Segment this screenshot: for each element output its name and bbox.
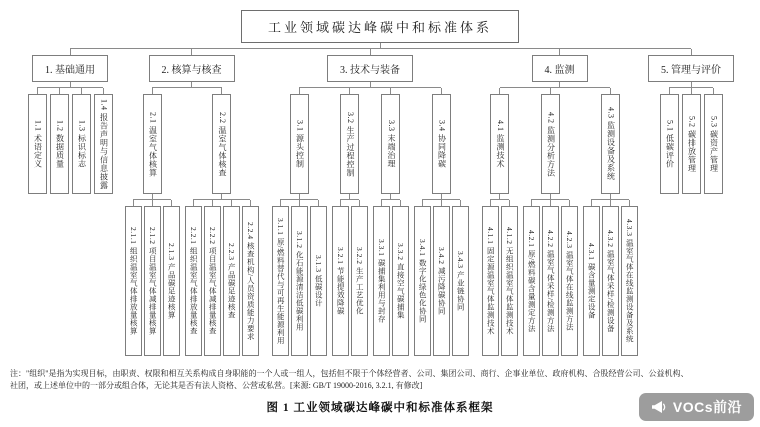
standard-item-node [658, 88, 680, 194]
standard-item-box: 3.3.1 碳捕集利用与封存 [373, 206, 390, 356]
standard-item-box: 4.3.1 碳含量测定设备 [583, 206, 600, 356]
category-box: 4. 监测 [532, 55, 588, 82]
note-line1: 注："组织"是指为实现目标，由职责、权限和相互关系构成自身职能的一个人或一组人，包括但不限于个体经营者、公司、集团公司、商行、企事业单位、政府机构、合股经营公司、公益机构、 [10, 369, 689, 378]
standard-item-node [309, 200, 328, 356]
standard-item-node [451, 200, 470, 356]
megaphone-icon [651, 399, 667, 415]
category-node [118, 49, 265, 356]
note-text [10, 368, 750, 393]
standard-item-box: 2.2.4 核查机构/人员资质能力要求 [242, 206, 259, 356]
standard-item-node [70, 88, 92, 194]
standard-item-node [560, 200, 579, 356]
standard-item-node [222, 200, 241, 356]
standard-item-box: 5.3 碳资产管理 [704, 94, 723, 194]
children-row [269, 88, 471, 356]
category-box: 2. 核算与核查 [149, 55, 235, 82]
standard-item-box: 2.1.1 组织温室气体排放量核算 [125, 206, 142, 356]
standard-item-box: 3.4.1 数字化绿色化协同 [414, 206, 431, 356]
standard-item-box: 3.3.2 直接空气碳捕集 [392, 206, 409, 356]
standard-item-box: 4.3.3 温室气体在线监测设备及系统 [621, 206, 638, 356]
category-node [475, 49, 644, 356]
standard-item-box: 3.2 生产过程控制 [340, 94, 359, 194]
standard-item-node [48, 88, 70, 194]
children-row [124, 200, 181, 356]
standard-item-box: 4.1 监测技术 [490, 94, 509, 194]
standard-item-box: 5.2 碳排放管理 [682, 94, 701, 194]
standard-item-node [331, 200, 350, 356]
standard-item-node [702, 88, 724, 194]
standard-item-box: 2.1 温室气体核算 [143, 94, 162, 194]
standard-item-box: 3.1.3 低碳设计 [310, 206, 327, 356]
standard-item-node [203, 200, 222, 356]
standard-item-box: 3.1.1 原/燃料替代与可再生能源利用 [272, 206, 289, 356]
standard-item-box: 1.2 数据质量 [50, 94, 69, 194]
standard-system-tree [22, 10, 738, 356]
standard-item-box: 1.1 术语定义 [28, 94, 47, 194]
standard-item-node [162, 200, 181, 356]
standard-item-node [680, 88, 702, 194]
standard-item-node [92, 88, 114, 194]
root-box: 工业领域碳达峰碳中和标准体系 [241, 10, 519, 43]
standard-item-box: 5.1 低碳评价 [660, 94, 679, 194]
standard-item-node [370, 88, 411, 356]
standard-item-node [432, 200, 451, 356]
standard-item-box: 1.4 报告声明与信息披露 [94, 94, 113, 194]
standard-item-box: 2.1.2 项目温室气体减排量核算 [144, 206, 161, 356]
standard-item-box: 4.3.2 温室气体采样/检测设备 [602, 206, 619, 356]
standard-item-node [26, 88, 48, 194]
standard-item-box: 2.2 温室气体核查 [212, 94, 231, 194]
children-row [184, 200, 260, 356]
standard-item-node [122, 88, 182, 356]
standard-item-box: 2.1.3 产品碳足迹核算 [163, 206, 180, 356]
standard-item-node [241, 200, 260, 356]
standard-item-node [541, 200, 560, 356]
standard-item-node [413, 200, 432, 356]
children-row [271, 200, 328, 356]
standard-item-box: 4.3 监测设备及系统 [601, 94, 620, 194]
children-row [413, 200, 470, 356]
standard-item-box: 4.1.1 固定源温室气体监测技术 [482, 206, 499, 356]
standard-item-box: 2.2.3 产品碳足迹核查 [223, 206, 240, 356]
standard-item-box: 1.3 标识标志 [72, 94, 91, 194]
category-node [644, 49, 738, 194]
category-node [265, 49, 475, 356]
standard-item-box: 3.2.1 节能提效降碳 [332, 206, 349, 356]
children-row [331, 200, 369, 356]
standard-item-node [500, 200, 519, 356]
standard-item-node [582, 200, 601, 356]
category-box: 5. 管理与评价 [648, 55, 734, 82]
logo-text: VOCs前沿 [672, 399, 742, 415]
vocs-logo [639, 393, 754, 421]
standard-item-node [182, 88, 261, 356]
children-row [479, 88, 640, 356]
category-box: 1. 基础通用 [32, 55, 108, 82]
standard-item-node [411, 88, 471, 356]
standard-item-box: 2.2.2 项目温室气体减排量核查 [204, 206, 221, 356]
standard-item-box: 3.4.2 减污降碳协同 [433, 206, 450, 356]
standard-item-node [290, 200, 309, 356]
standard-item-node [350, 200, 369, 356]
standard-item-box: 4.1.2 无组织温室气体监测技术 [501, 206, 518, 356]
children-row [658, 88, 724, 194]
standard-item-box: 4.2.2 温室气体采样/检测方法 [542, 206, 559, 356]
standard-item-node [269, 88, 329, 356]
standard-item-node [481, 200, 500, 356]
standard-item-node [620, 200, 639, 356]
children-row [582, 200, 639, 356]
children-row [26, 88, 114, 194]
standard-item-node [271, 200, 290, 356]
standard-item-node [143, 200, 162, 356]
root-node [22, 10, 738, 356]
children-row [481, 200, 519, 356]
standard-item-box: 3.3 末端治理 [381, 94, 400, 194]
standard-item-box: 2.2.1 组织温室气体排放量核查 [185, 206, 202, 356]
category-box: 3. 技术与装备 [327, 55, 413, 82]
standard-item-node [329, 88, 370, 356]
standard-item-node [372, 200, 391, 356]
children-row [22, 49, 738, 356]
standard-item-node [479, 88, 520, 356]
standard-item-box: 4.2.1 原/燃料碳含量测定方法 [523, 206, 540, 356]
standard-item-node [580, 88, 640, 356]
standard-item-node [520, 88, 580, 356]
standard-item-box: 3.2.2 生产工艺优化 [351, 206, 368, 356]
figure-caption: 图 1 工业领域碳达峰碳中和标准体系框架 [266, 402, 494, 414]
category-node [22, 49, 118, 194]
standard-item-box: 4.2 监测分析方法 [541, 94, 560, 194]
standard-item-node [124, 200, 143, 356]
standard-item-box: 3.4.3 产业链协同 [452, 206, 469, 356]
note-line2: 社团，或上述单位中的一部分或组合体，无论其是否有法人资格、公营或私营。[来源: GB/T 19000-2016, 3.2.1, 有修改] [10, 381, 423, 391]
standard-item-node [184, 200, 203, 356]
standard-item-node [391, 200, 410, 356]
standard-item-box: 4.2.3 温室气体在线监测方法 [561, 206, 578, 356]
standard-item-box: 3.4 协同降碳 [432, 94, 451, 194]
children-row [372, 200, 410, 356]
standard-item-box: 3.1 源头控制 [290, 94, 309, 194]
children-row [522, 200, 579, 356]
standard-item-node [601, 200, 620, 356]
standard-item-node [522, 200, 541, 356]
standard-item-box: 3.1.2 化石能源清洁低碳利用 [291, 206, 308, 356]
children-row [122, 88, 261, 356]
